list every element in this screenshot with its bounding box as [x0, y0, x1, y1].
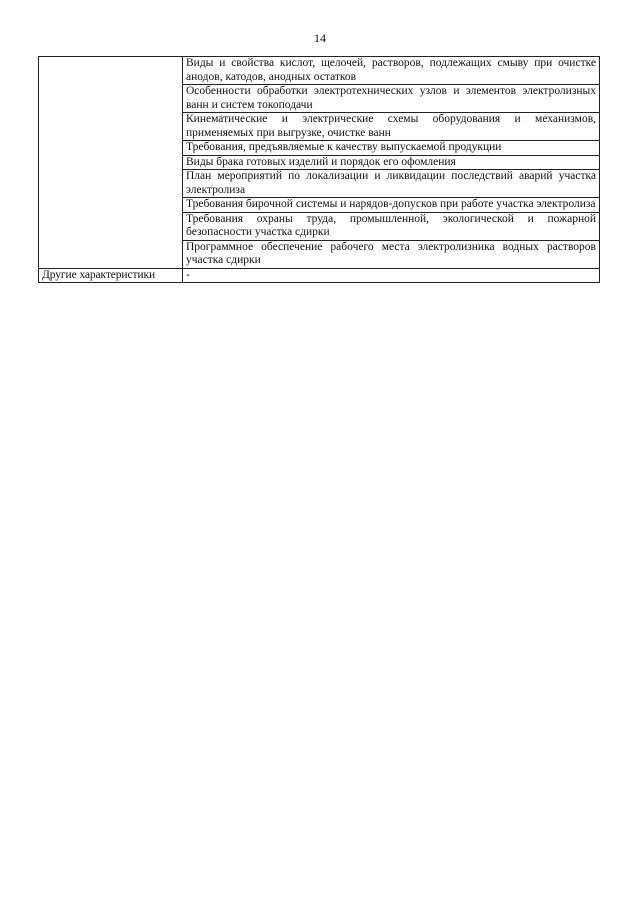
table-cell: Особенности обработки электротехнических узлов и элементов электролизных ванн и систем токоподачи — [183, 85, 600, 113]
merged-empty-cell — [39, 57, 183, 269]
table-cell: Виды брака готовых изделий и порядок его офомления — [183, 155, 600, 170]
table-cell: Требования бирочной системы и нарядов-допусков при работе участка электролиза — [183, 198, 600, 213]
other-characteristics-value: - — [183, 268, 600, 283]
requirements-table — [38, 56, 600, 283]
other-characteristics-label: Другие характеристики — [39, 268, 183, 283]
page-number: 14 — [314, 31, 326, 45]
table-cell: План мероприятий по локализации и ликвидации последствий аварий участка электролиза — [183, 170, 600, 198]
table-cell: Требования, предъявляемые к качеству выпускаемой продукции — [183, 141, 600, 156]
table-row — [39, 57, 600, 85]
table-row-other — [39, 268, 600, 283]
table-cell: Программное обеспечение рабочего места электролизника водных растворов участка сдирки — [183, 240, 600, 268]
table-cell: Кинематические и электрические схемы оборудования и механизмов, применяемых при выгрузке, очистке ванн — [183, 113, 600, 141]
table-cell: Виды и свойства кислот, щелочей, растворов, подлежащих смыву при очистке анодов, катодов, анодных остатков — [183, 57, 600, 85]
table-cell: Требования охраны труда, промышленной, экологической и пожарной безопасности участка сдирки — [183, 212, 600, 240]
